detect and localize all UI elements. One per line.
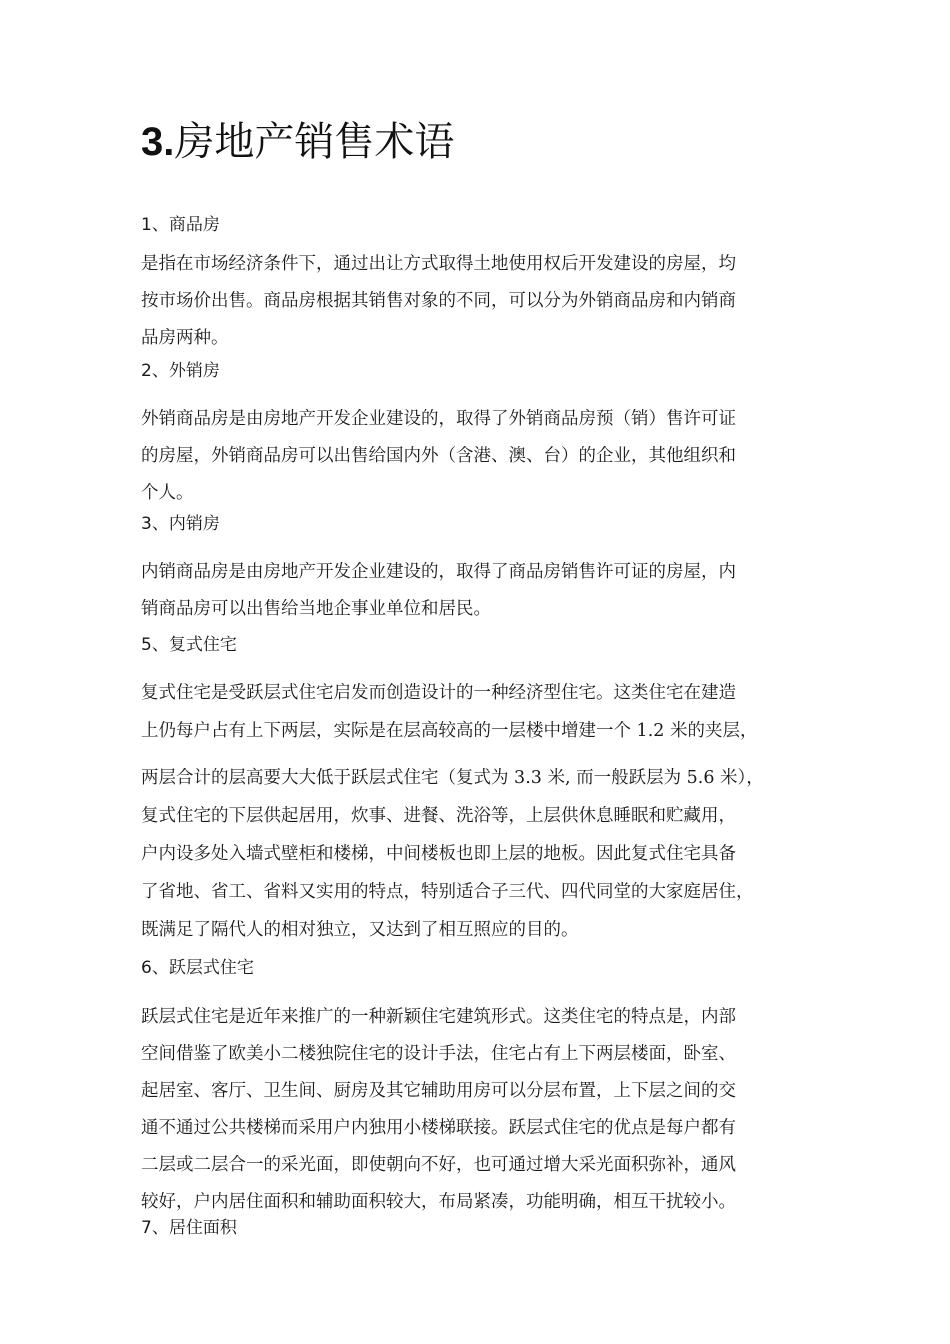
section-paragraph-5 <box>141 679 831 954</box>
paragraph-line: 二层或二层合一的采光面，即使朝向不好，也可通过增大采光面积弥补，通风 <box>141 1155 736 1175</box>
paragraph-line: 了省地、省工、省料又实用的特点，特别适合子三代、四代同堂的大家庭居住， <box>141 882 754 902</box>
section-heading-7: 7、居住面积 <box>141 1218 237 1238</box>
paragraph-line: 通不通过公共楼梯而采用户内独用小楼梯联接。跃层式住宅的优点是每户都有 <box>141 1118 736 1138</box>
paragraph-line: 外销商品房是由房地产开发企业建设的，取得了外销商品房预（销）售许可证 <box>141 409 736 429</box>
section-heading-3: 3、内销房 <box>141 514 220 534</box>
paragraph-line: 品房两种。 <box>141 328 229 348</box>
title-number: 3. <box>141 120 175 164</box>
paragraph-line: 销商品房可以出售给当地企事业单位和居民。 <box>141 599 491 619</box>
section-heading-5: 5、复式住宅 <box>141 635 237 655</box>
paragraph-line: 复式住宅的下层供起居用，炊事、进餐、洗浴等，上层供休息睡眠和贮藏用， <box>141 806 736 826</box>
paragraph-line: 跃层式住宅是近年来推广的一种新颖住宅建筑形式。这类住宅的特点是，内部 <box>141 1007 736 1027</box>
paragraph-line: 起居室、客厅、卫生间、厨房及其它辅助用房可以分层布置，上下层之间的交 <box>141 1081 736 1101</box>
paragraph-line: 空间借鉴了欧美小二楼独院住宅的设计手法，住宅占有上下两层楼面，卧室、 <box>141 1044 736 1064</box>
paragraph-line: 按市场价出售。商品房根据其销售对象的不同，可以分为外销商品房和内销商 <box>141 291 736 311</box>
paragraph-line: 既满足了隔代人的相对独立，又达到了相互照应的目的。 <box>141 920 579 940</box>
paragraph-line: 复式住宅是受跃层式住宅启发而创造设计的一种经济型住宅。这类住宅在建造 <box>141 683 736 703</box>
section-paragraph-2 <box>141 405 831 516</box>
section-heading-1: 1、商品房 <box>141 215 220 235</box>
section-paragraph-3 <box>141 558 831 632</box>
paragraph-line: 是指在市场经济条件下，通过出让方式取得土地使用权后开发建设的房屋，均 <box>141 254 736 274</box>
paragraph-line: 内销商品房是由房地产开发企业建设的，取得了商品房销售许可证的房屋，内 <box>141 562 736 582</box>
paragraph-line: 的房屋，外销商品房可以出售给国内外（含港、澳、台）的企业，其他组织和 <box>141 446 736 466</box>
paragraph-line: 户内设多处入墙式壁柜和楼梯，中间楼板也即上层的地板。因此复式住宅具备 <box>141 844 736 864</box>
paragraph-line: 两层合计的层高要大大低于跃层式住宅（复式为 3.3 米, 而一般跃层为 5.6 米）， <box>141 768 764 788</box>
paragraph-line: 上仍每户占有上下两层，实际是在层高较高的一层楼中增建一个 1.2 米的夹层， <box>141 721 758 741</box>
section-paragraph-1 <box>141 250 831 361</box>
section-paragraph-6 <box>141 1003 831 1225</box>
paragraph-line: 个人。 <box>141 483 194 503</box>
title-text: 房地产销售术语 <box>174 119 455 165</box>
section-heading-6: 6、跃层式住宅 <box>141 958 254 978</box>
paragraph-line: 较好，户内居住面积和辅助面积较大，布局紧凑，功能明确，相互干扰较小。 <box>141 1192 736 1212</box>
section-heading-2: 2、外销房 <box>141 361 220 381</box>
page-title <box>141 110 454 167</box>
